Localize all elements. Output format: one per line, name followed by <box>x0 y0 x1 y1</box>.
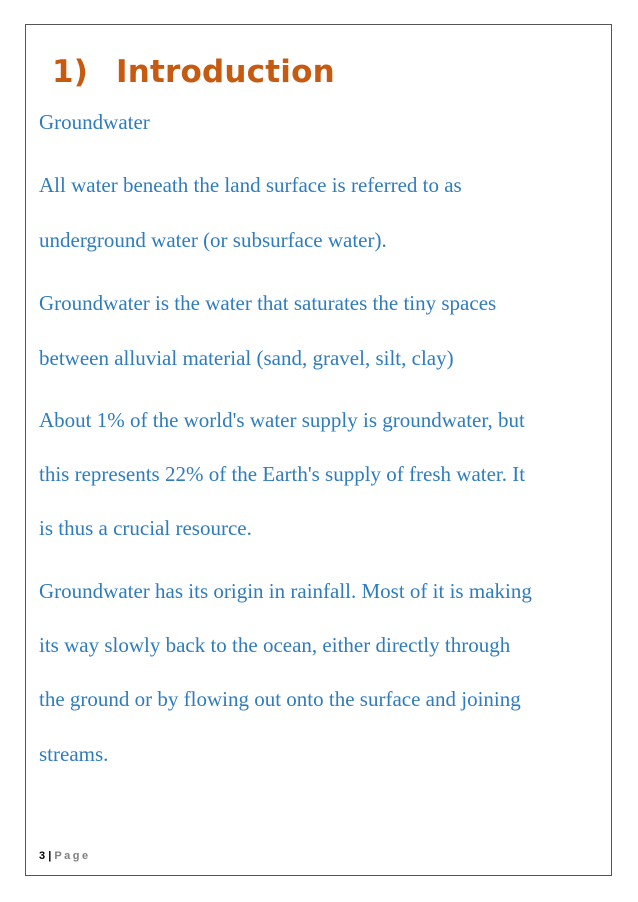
section-number: 1) <box>52 54 89 90</box>
page-border <box>25 24 612 876</box>
body-line-3: underground water (or subsurface water). <box>39 228 387 252</box>
body-line-8: is thus a crucial resource. <box>39 516 252 540</box>
body-line-4: Groundwater is the water that saturates the tiny spaces <box>39 291 497 315</box>
page-number: 3 <box>39 850 46 862</box>
body-line-11: the ground or by flowing out onto the surface and joining <box>39 687 521 711</box>
footer-separator: | <box>48 850 52 862</box>
page-label: Page <box>54 850 91 862</box>
body-line-6: About 1% of the world's water supply is groundwater, but <box>39 408 525 432</box>
body-line-1: Groundwater <box>39 110 150 134</box>
body-line-2: All water beneath the land surface is referred to as <box>39 173 462 197</box>
section-title: Introduction <box>116 54 335 90</box>
body-line-7: this represents 22% of the Earth's supply of fresh water. It <box>39 462 526 486</box>
section-heading <box>52 54 335 90</box>
body-line-5: between alluvial material (sand, gravel, silt, clay) <box>39 346 454 370</box>
body-line-10: its way slowly back to the ocean, either directly through <box>39 633 511 657</box>
body-line-9: Groundwater has its origin in rainfall. Most of it is making <box>39 579 532 603</box>
page-footer <box>39 850 91 862</box>
body-line-12: streams. <box>39 742 109 766</box>
